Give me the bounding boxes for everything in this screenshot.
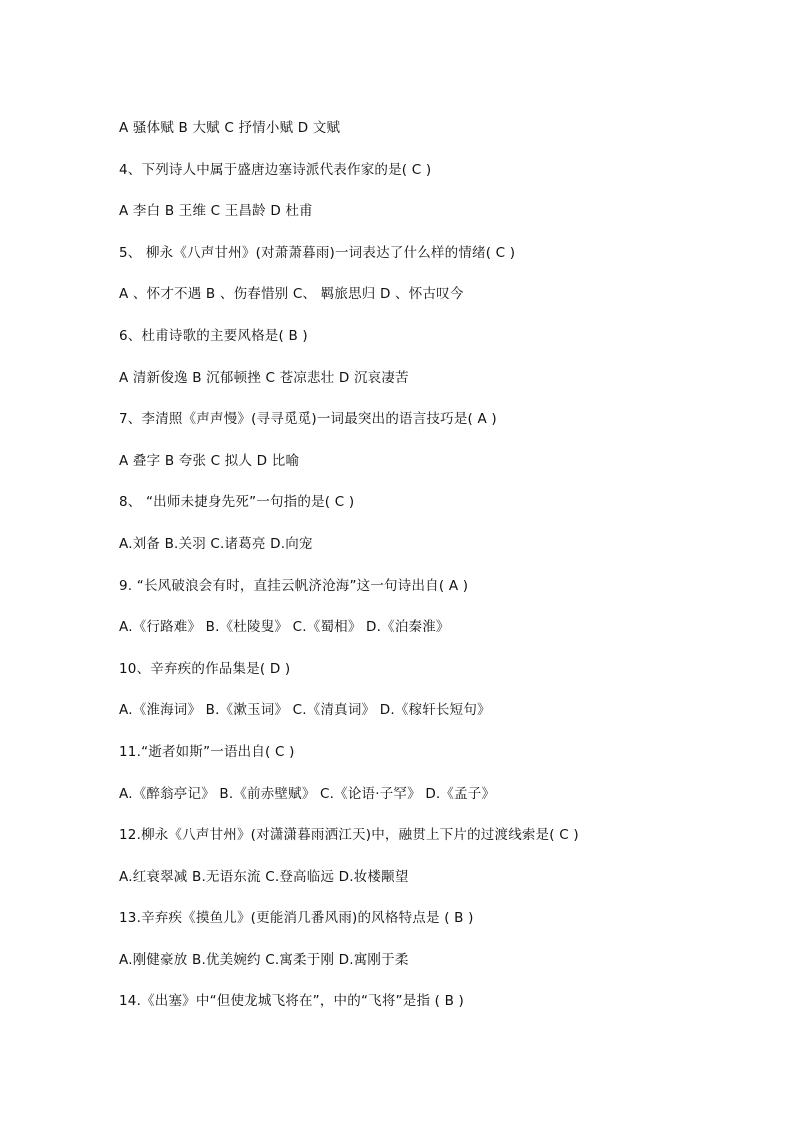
question-line: 9. “长风破浪会有时，直挂云帆济沧海”这一句诗出自( A ) [119, 577, 469, 594]
options-line: A.刚健豪放 B.优美婉约 C.寓柔于刚 D.寓刚于柔 [119, 951, 409, 968]
question-line: 10、辛弃疾的作品集是( D ) [119, 660, 291, 677]
question-line: 5、 柳永《八声甘州》(对萧萧暮雨)一词表达了什么样的情绪( C ) [119, 244, 516, 261]
question-line: 14.《出塞》中“但使龙城飞将在”，中的“飞将”是指 ( B ) [119, 993, 465, 1010]
question-line: 12.柳永《八声甘州》(对潇潇暮雨洒江天)中，融贯上下片的过渡线索是( C ) [119, 827, 579, 844]
options-line: A 骚体赋 B 大赋 C 抒情小赋 D 文赋 [119, 120, 341, 136]
question-line: 7、李清照《声声慢》(寻寻觅觅)一词最突出的语言技巧是( A ) [119, 411, 497, 428]
question-line: 6、杜甫诗歌的主要风格是( B ) [119, 327, 308, 344]
question-list [119, 117, 779, 1032]
question-line: 11.“逝者如斯”一语出自( C ) [119, 743, 295, 760]
options-line: A.红衰翠减 B.无语东流 C.登高临远 D.妆楼颙望 [119, 868, 409, 885]
options-line: A 叠字 B 夸张 C 拟人 D 比喻 [119, 452, 300, 469]
question-line: 13.辛弃疾《摸鱼儿》(更能消几番风雨)的风格特点是 ( B ) [119, 910, 474, 927]
options-line: A.《行路难》 B.《杜陵叟》 C.《蜀相》 D.《泊秦淮》 [119, 619, 450, 636]
options-line: A.《醉翁亭记》 B.《前赤壁赋》 C.《论语·子罕》 D.《孟子》 [119, 785, 496, 802]
options-line: A 李白 B 王维 C 王昌龄 D 杜甫 [119, 203, 313, 220]
options-line: A.《淮海词》 B.《漱玉词》 C.《清真词》 D.《稼轩长短句》 [119, 702, 491, 719]
question-line: 8、 “出师未捷身先死”一句指的是( C ) [119, 494, 355, 511]
options-line: A.刘备 B.关羽 C.诸葛亮 D.向宠 [119, 535, 313, 552]
options-line: A 、怀才不遇 B 、伤春惜别 C、 羁旅思归 D 、怀古叹今 [119, 286, 464, 303]
question-line: 4、下列诗人中属于盛唐边塞诗派代表作家的是( C ) [119, 161, 432, 178]
options-line: A 清新俊逸 B 沉郁顿挫 C 苍凉悲壮 D 沉哀凄苦 [119, 369, 409, 386]
